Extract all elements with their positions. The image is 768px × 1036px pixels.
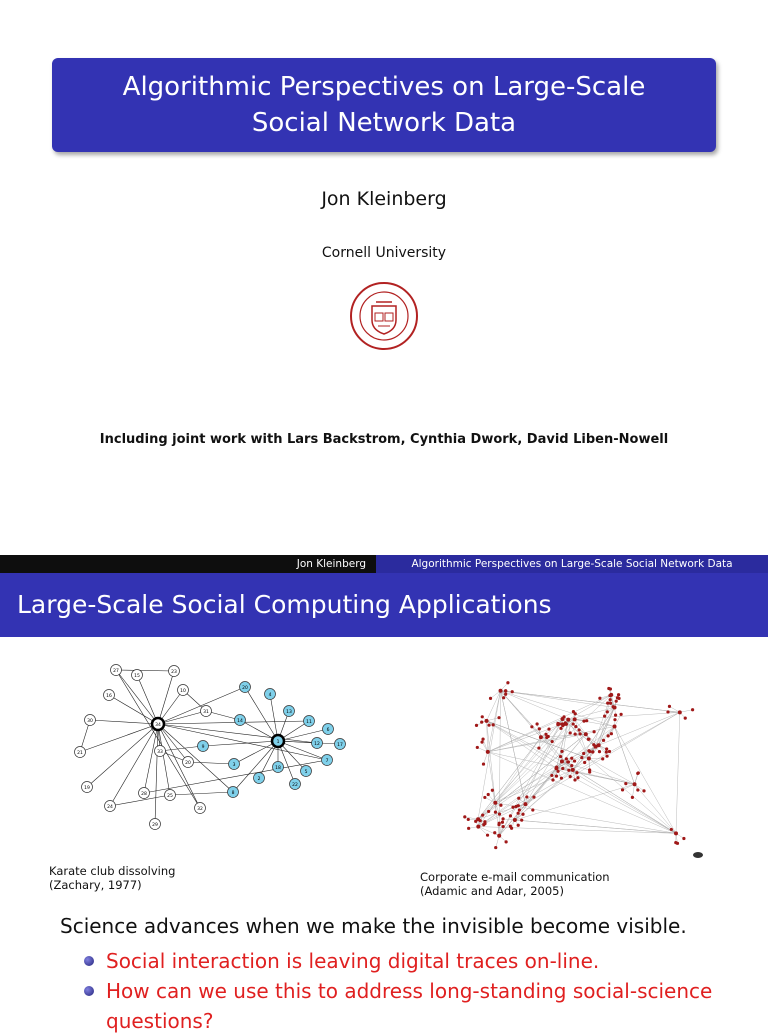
network-node [509, 825, 512, 828]
network-node [480, 721, 483, 724]
network-node [570, 757, 573, 760]
svg-text:21: 21 [77, 750, 83, 756]
network-node [606, 710, 609, 713]
network-node [574, 712, 577, 715]
svg-text:6: 6 [327, 727, 330, 733]
network-node [494, 811, 497, 814]
bullet-icon [84, 956, 94, 966]
network-node [518, 808, 521, 811]
footer-author: Jon Kleinberg [0, 555, 376, 573]
network-node [85, 715, 96, 726]
network-node [481, 715, 484, 718]
network-node [569, 775, 572, 778]
network-node [601, 757, 604, 760]
network-node [551, 778, 554, 781]
network-node [608, 694, 611, 697]
network-node [565, 757, 568, 760]
svg-text:14: 14 [237, 718, 243, 724]
network-node [565, 723, 568, 726]
network-node [567, 760, 570, 763]
network-node [605, 747, 608, 750]
network-node [579, 732, 582, 735]
svg-text:4: 4 [269, 692, 272, 698]
network-node [152, 718, 164, 730]
network-node [613, 705, 617, 709]
network-node [558, 722, 561, 725]
network-node [229, 759, 240, 770]
network-node [492, 723, 495, 726]
svg-text:12: 12 [314, 741, 320, 747]
network-node [631, 796, 634, 799]
network-node [544, 733, 547, 736]
network-node [497, 823, 500, 826]
network-node [592, 743, 595, 746]
network-node [198, 741, 209, 752]
svg-text:34: 34 [155, 722, 161, 728]
svg-text:30: 30 [87, 718, 93, 724]
network-node [598, 697, 601, 700]
network-node [591, 750, 594, 753]
svg-text:24: 24 [107, 804, 113, 810]
network-node [487, 724, 490, 727]
network-node [132, 670, 143, 681]
network-node [560, 777, 563, 780]
network-node [616, 696, 619, 699]
network-node [475, 724, 478, 727]
network-node [498, 813, 501, 816]
network-node [335, 739, 346, 750]
svg-text:32: 32 [197, 806, 203, 812]
network-node [547, 727, 550, 730]
network-node [620, 713, 623, 716]
svg-text:29: 29 [152, 822, 158, 828]
network-node [576, 776, 579, 779]
network-node [501, 821, 504, 824]
network-node [499, 804, 502, 807]
network-node [520, 819, 523, 822]
network-node [588, 768, 591, 771]
network-node [674, 831, 678, 835]
network-node [570, 764, 573, 767]
svg-text:16: 16 [106, 693, 112, 699]
network-node [598, 750, 601, 753]
network-node [531, 808, 534, 811]
presentation-title: Algorithmic Perspectives on Large-Scale Social Network Data [82, 69, 686, 141]
svg-text:20: 20 [242, 685, 248, 691]
network-node [525, 795, 528, 798]
svg-text:5: 5 [305, 769, 308, 775]
network-node [636, 788, 639, 791]
network-node [602, 739, 605, 742]
network-node [235, 715, 246, 726]
svg-text:1: 1 [277, 739, 280, 745]
svg-text:19: 19 [84, 785, 90, 791]
network-node [633, 782, 637, 786]
network-node [178, 685, 189, 696]
network-node [481, 738, 484, 741]
network-node [150, 819, 161, 830]
network-node [537, 746, 540, 749]
network-node [273, 762, 284, 773]
network-node [476, 825, 480, 829]
network-node [678, 710, 682, 714]
svg-text:17: 17 [337, 742, 343, 748]
network-node [569, 731, 572, 734]
network-node [474, 820, 477, 823]
network-node [504, 693, 507, 696]
network-node [476, 746, 479, 749]
email-network [440, 668, 710, 858]
list-item: How can we use this to address long-standing social-science questions? [84, 976, 764, 1036]
network-node [513, 818, 517, 822]
network-node [566, 718, 570, 722]
network-node [606, 702, 609, 705]
network-node [483, 796, 486, 799]
network-node [559, 727, 562, 730]
network-node [530, 725, 533, 728]
network-node [499, 689, 503, 693]
network-node [493, 831, 496, 834]
network-node [668, 705, 671, 708]
network-node [322, 755, 333, 766]
network-node [517, 797, 520, 800]
network-node [691, 708, 694, 711]
network-node [588, 750, 591, 753]
network-node [610, 732, 613, 735]
network-node [554, 766, 558, 770]
svg-text:23: 23 [171, 669, 177, 675]
footer-title: Algorithmic Perspectives on Large-Scale Social Network Data [376, 555, 768, 573]
network-node [577, 728, 580, 731]
network-node [607, 734, 610, 737]
network-node [486, 750, 490, 754]
network-node [575, 771, 578, 774]
network-node [502, 696, 505, 699]
svg-text:20: 20 [185, 760, 191, 766]
animal-logo-icon [693, 852, 703, 858]
network-node [139, 788, 150, 799]
network-node [609, 687, 612, 690]
network-node [82, 782, 93, 793]
network-node [506, 681, 509, 684]
network-node [605, 750, 608, 753]
svg-text:13: 13 [286, 709, 292, 715]
network-node [493, 801, 497, 805]
network-node [574, 733, 577, 736]
network-node [481, 814, 484, 817]
network-node [642, 789, 645, 792]
network-node [195, 803, 206, 814]
network-node [670, 828, 673, 831]
karate-club-network [70, 658, 360, 838]
network-node [511, 806, 514, 809]
svg-text:8: 8 [232, 790, 235, 796]
title-banner [52, 58, 716, 152]
network-node [521, 813, 524, 816]
network-node [583, 761, 586, 764]
network-node [265, 689, 276, 700]
network-node [535, 722, 538, 725]
network-node [561, 767, 564, 770]
network-node [501, 817, 504, 820]
network-node [587, 738, 590, 741]
svg-text:15: 15 [134, 673, 140, 679]
science-statement: Science advances when we make the invisible become visible. [60, 914, 687, 938]
network-node [467, 827, 470, 830]
network-node [104, 690, 115, 701]
network-node [240, 682, 251, 693]
bullet-icon [84, 986, 94, 996]
network-node [494, 846, 497, 849]
network-node [228, 787, 239, 798]
network-node [487, 793, 490, 796]
network-node [517, 812, 520, 815]
network-node [609, 702, 612, 705]
bullet-list [84, 946, 764, 1036]
network-node [284, 706, 295, 717]
network-node [505, 840, 508, 843]
network-node [567, 769, 570, 772]
network-node [605, 755, 608, 758]
network-node [617, 693, 620, 696]
network-node [480, 740, 483, 743]
svg-text:3: 3 [233, 762, 236, 768]
network-node [301, 766, 312, 777]
network-node [489, 697, 492, 700]
network-node [580, 756, 583, 759]
network-node [105, 801, 116, 812]
network-node [323, 724, 334, 735]
network-node [502, 825, 505, 828]
joint-work-note: Including joint work with Lars Backstrom, Cynthia Dwork, David Liben-Nowell [0, 432, 768, 447]
network-node [582, 752, 585, 755]
network-node [183, 757, 194, 768]
network-node [290, 779, 301, 790]
network-node [592, 730, 595, 733]
network-node [561, 722, 564, 725]
network-node [573, 717, 577, 721]
network-node [483, 822, 486, 825]
network-node [572, 722, 575, 725]
network-node [201, 706, 212, 717]
network-node [615, 700, 618, 703]
network-node [614, 714, 617, 717]
network-node [491, 789, 494, 792]
svg-text:11: 11 [306, 719, 312, 725]
network-node [560, 750, 563, 753]
network-node [682, 837, 685, 840]
svg-text:10: 10 [180, 688, 186, 694]
svg-text:9: 9 [202, 744, 205, 750]
author-name: Jon Kleinberg [0, 188, 768, 210]
svg-text:2: 2 [258, 776, 261, 782]
network-node [272, 735, 284, 747]
network-node [636, 772, 639, 775]
svg-text:7: 7 [326, 758, 329, 764]
network-node [562, 715, 565, 718]
svg-text:33: 33 [157, 749, 163, 755]
svg-text:28: 28 [141, 791, 147, 797]
network-node [479, 819, 482, 822]
network-node [559, 755, 562, 758]
network-node [684, 716, 687, 719]
network-node [486, 834, 489, 837]
svg-text:22: 22 [292, 782, 298, 788]
network-node [571, 768, 575, 772]
network-node [587, 757, 591, 761]
network-node [560, 759, 564, 763]
figure1-caption: Karate club dissolving (Zachary, 1977) [49, 864, 175, 892]
network-node [621, 788, 624, 791]
network-node [487, 810, 490, 813]
network-node [573, 778, 576, 781]
slide-title: Large-Scale Social Computing Applications [0, 573, 768, 637]
network-node [504, 689, 507, 692]
network-node [485, 719, 489, 723]
network-node [497, 834, 501, 838]
network-node [463, 815, 466, 818]
network-node [254, 773, 265, 784]
network-node [573, 759, 576, 762]
network-node [517, 824, 520, 827]
network-node [674, 841, 677, 844]
network-node [75, 747, 86, 758]
network-node [609, 698, 612, 701]
network-node [550, 774, 553, 777]
footer-bar [0, 555, 768, 573]
network-node [312, 738, 323, 749]
svg-text:18: 18 [275, 765, 281, 771]
network-node [666, 710, 669, 713]
network-node [585, 719, 588, 722]
figure2-caption: Corporate e-mail communication (Adamic and Adar, 2005) [420, 870, 610, 898]
network-node [624, 782, 627, 785]
network-node [582, 720, 585, 723]
network-node [539, 735, 543, 739]
network-node [538, 727, 541, 730]
network-node [597, 743, 601, 747]
network-node [165, 790, 176, 801]
network-node [603, 715, 606, 718]
network-node [613, 725, 617, 729]
network-node [111, 665, 122, 676]
network-node [155, 746, 166, 757]
network-node [509, 814, 512, 817]
network-node [511, 690, 514, 693]
network-node [523, 802, 527, 806]
network-node [467, 818, 470, 821]
network-node [517, 804, 520, 807]
network-node [613, 718, 616, 721]
network-node [584, 732, 588, 736]
network-node [169, 666, 180, 677]
network-node [574, 725, 577, 728]
network-node [608, 750, 611, 753]
svg-text:27: 27 [113, 668, 119, 674]
cornell-seal-icon [348, 280, 420, 352]
institute-name: Cornell University [0, 245, 768, 261]
network-node [482, 762, 485, 765]
network-node [555, 775, 558, 778]
network-node [551, 740, 554, 743]
svg-text:31: 31 [203, 709, 209, 715]
network-node [497, 716, 500, 719]
list-item: Social interaction is leaving digital traces on-line. [84, 946, 764, 976]
network-node [304, 716, 315, 727]
svg-text:25: 25 [167, 793, 173, 799]
network-node [532, 795, 535, 798]
